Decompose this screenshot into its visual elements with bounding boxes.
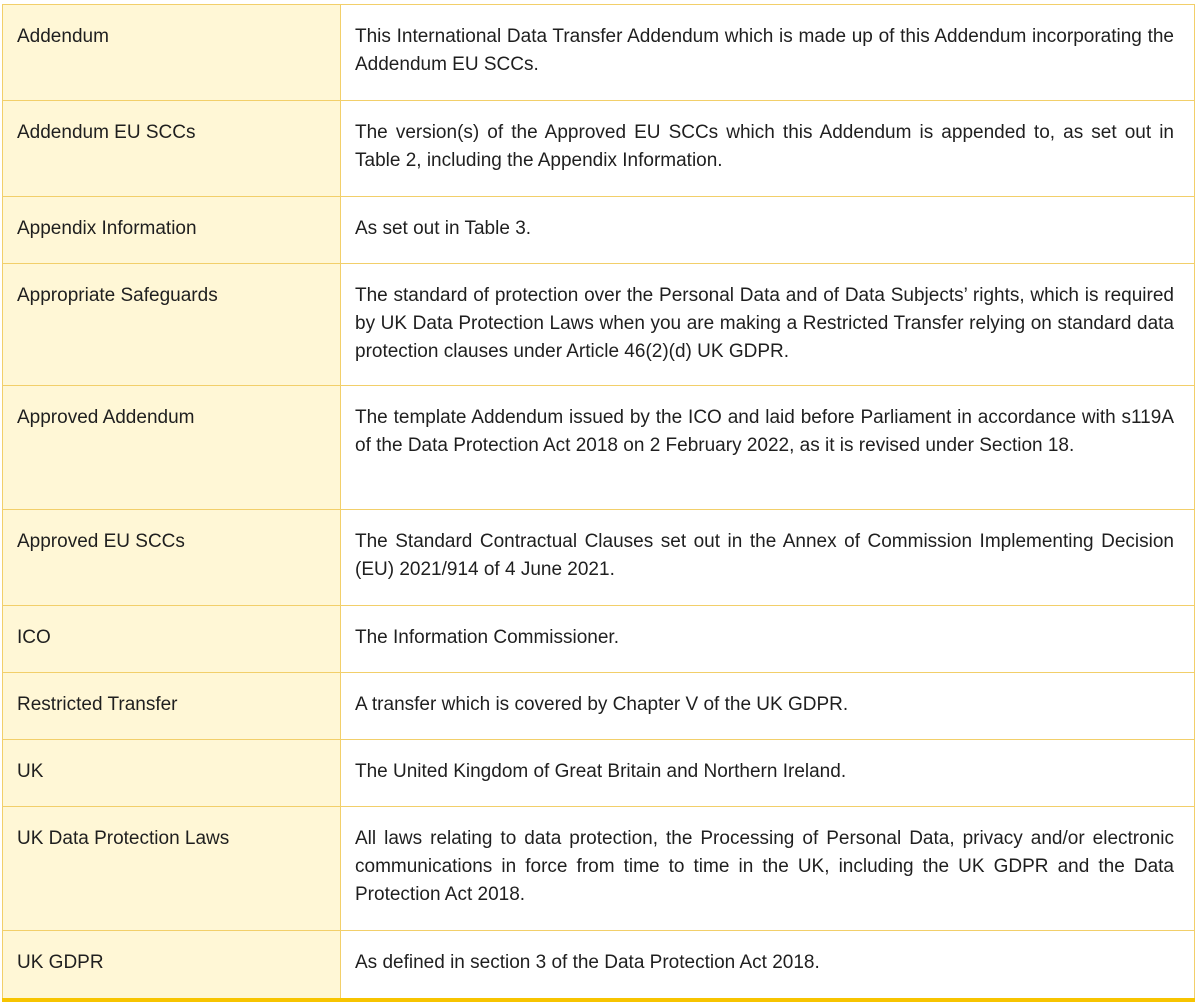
term-cell: ICO (3, 606, 341, 673)
term-cell: Appendix Information (3, 197, 341, 264)
term-cell: UK Data Protection Laws (3, 807, 341, 931)
definition-cell: The Information Commissioner. (341, 606, 1195, 673)
term-cell: UK GDPR (3, 931, 341, 1000)
definitions-table (2, 4, 1195, 1002)
definition-cell: A transfer which is covered by Chapter V of the UK GDPR. (341, 673, 1195, 740)
definition-cell: As set out in Table 3. (341, 197, 1195, 264)
term-cell: UK (3, 740, 341, 807)
table-row (3, 101, 1195, 197)
table-row (3, 510, 1195, 606)
table-row (3, 264, 1195, 386)
definition-cell: As defined in section 3 of the Data Protection Act 2018. (341, 931, 1195, 1000)
term-cell: Approved EU SCCs (3, 510, 341, 606)
table-row (3, 673, 1195, 740)
term-cell: Appropriate Safeguards (3, 264, 341, 386)
definition-cell: The template Addendum issued by the ICO and laid before Parliament in accordance with s119A of the Data Protection Act 2018 on 2 February 2022, as it is revised under Section 18. (341, 386, 1195, 510)
table-row (3, 386, 1195, 510)
table-row (3, 931, 1195, 1000)
definition-cell: This International Data Transfer Addendum which is made up of this Addendum incorporating the Addendum EU SCCs. (341, 5, 1195, 101)
term-cell: Approved Addendum (3, 386, 341, 510)
definition-cell: The version(s) of the Approved EU SCCs which this Addendum is appended to, as set out in Table 2, including the Appendix Information. (341, 101, 1195, 197)
definition-cell: The standard of protection over the Personal Data and of Data Subjects’ rights, which is required by UK Data Protection Laws when you are making a Restricted Transfer relying on standard data protection clauses under Article 46(2)(d) UK GDPR. (341, 264, 1195, 386)
definition-cell: The United Kingdom of Great Britain and Northern Ireland. (341, 740, 1195, 807)
table-row (3, 606, 1195, 673)
term-cell: Restricted Transfer (3, 673, 341, 740)
table-row (3, 807, 1195, 931)
definition-cell: The Standard Contractual Clauses set out in the Annex of Commission Implementing Decision (EU) 2021/914 of 4 June 2021. (341, 510, 1195, 606)
table-row (3, 5, 1195, 101)
definition-cell: All laws relating to data protection, the Processing of Personal Data, privacy and/or electronic communications in force from time to time in the UK, including the UK GDPR and the Data Protection Act 2018. (341, 807, 1195, 931)
table-row (3, 197, 1195, 264)
term-cell: Addendum EU SCCs (3, 101, 341, 197)
table-row (3, 740, 1195, 807)
term-cell: Addendum (3, 5, 341, 101)
